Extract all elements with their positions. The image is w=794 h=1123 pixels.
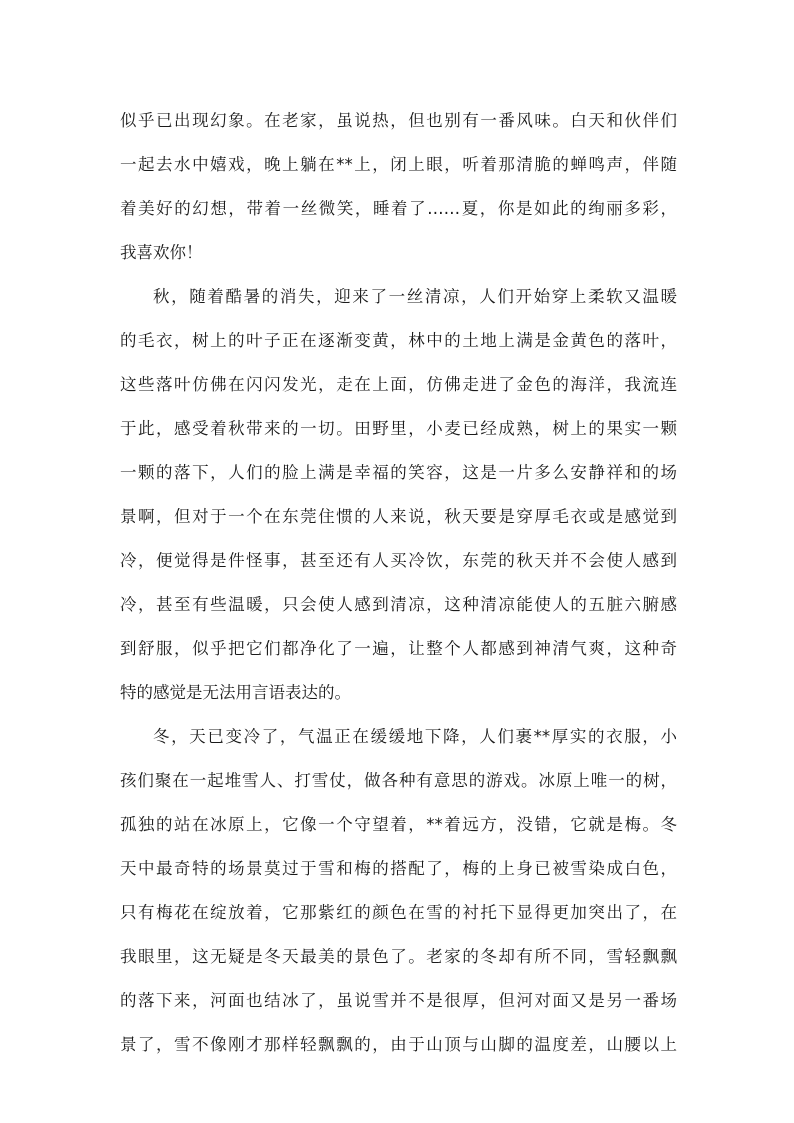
text-line: 似乎已出现幻象。在老家，虽说热，但也别有一番风味。白天和伙伴们: [120, 111, 677, 130]
text-line: 的落下来，河面也结冰了，虽说雪并不是很厚，但河对面又是另一番场: [120, 991, 677, 1010]
text-line: 我喜欢你！: [120, 243, 203, 262]
text-line: 冷，便觉得是件怪事，甚至还有人买冷饮，东莞的秋天并不会使人感到: [120, 551, 677, 570]
text-line: 一颗的落下，人们的脸上满是幸福的笑容，这是一片多么安静祥和的场: [120, 463, 677, 482]
text-line: 只有梅花在绽放着，它那紫红的颜色在雪的衬托下显得更加突出了，在: [120, 903, 677, 922]
document-body: [120, 99, 677, 1067]
text-line: 孩们聚在一起堆雪人、打雪仗，做各种有意思的游戏。冰原上唯一的树，: [120, 771, 677, 790]
text-line: 这些落叶仿佛在闪闪发光，走在上面，仿佛走进了金色的海洋，我流连: [120, 375, 677, 394]
text-line: 我眼里，这无疑是冬天最美的景色了。老家的冬却有所不同，雪轻飘飘: [120, 947, 677, 966]
text-line: 冷，甚至有些温暖，只会使人感到清凉，这种清凉能使人的五脏六腑感: [120, 595, 677, 614]
text-line: 着美好的幻想，带着一丝微笑，睡着了……夏，你是如此的绚丽多彩，: [120, 199, 677, 218]
text-line: 到舒服，似乎把它们都净化了一遍，让整个人都感到神清气爽，这种奇: [120, 639, 677, 658]
text-line: 的毛衣，树上的叶子正在逐渐变黄，林中的土地上满是金黄色的落叶，: [120, 331, 677, 350]
text-line: 景了，雪不像刚才那样轻飘飘的，由于山顶与山脚的温度差，山腰以上: [120, 1035, 677, 1054]
text-line: 于此，感受着秋带来的一切。田野里，小麦已经成熟，树上的果实一颗: [120, 419, 677, 438]
text-line: 特的感觉是无法用言语表达的。: [120, 683, 351, 702]
text-line: 天中最奇特的场景莫过于雪和梅的搭配了，梅的上身已被雪染成白色，: [120, 859, 677, 878]
paragraph-winter-start: 冬，天已变冷了，气温正在缓缓地下降，人们裹**厚实的衣服，小: [153, 727, 677, 746]
paragraph-autumn-start: 秋，随着酷暑的消失，迎来了一丝清凉，人们开始穿上柔软又温暖: [153, 287, 677, 306]
text-line: 孤独的站在冰原上，它像一个守望着，**着远方，没错，它就是梅。冬: [120, 815, 677, 834]
text-line: 一起去水中嬉戏，晚上躺在**上，闭上眼，听着那清脆的蝉鸣声，伴随: [120, 155, 677, 174]
text-line: 景啊，但对于一个在东莞住惯的人来说，秋天要是穿厚毛衣或是感觉到: [120, 507, 677, 526]
